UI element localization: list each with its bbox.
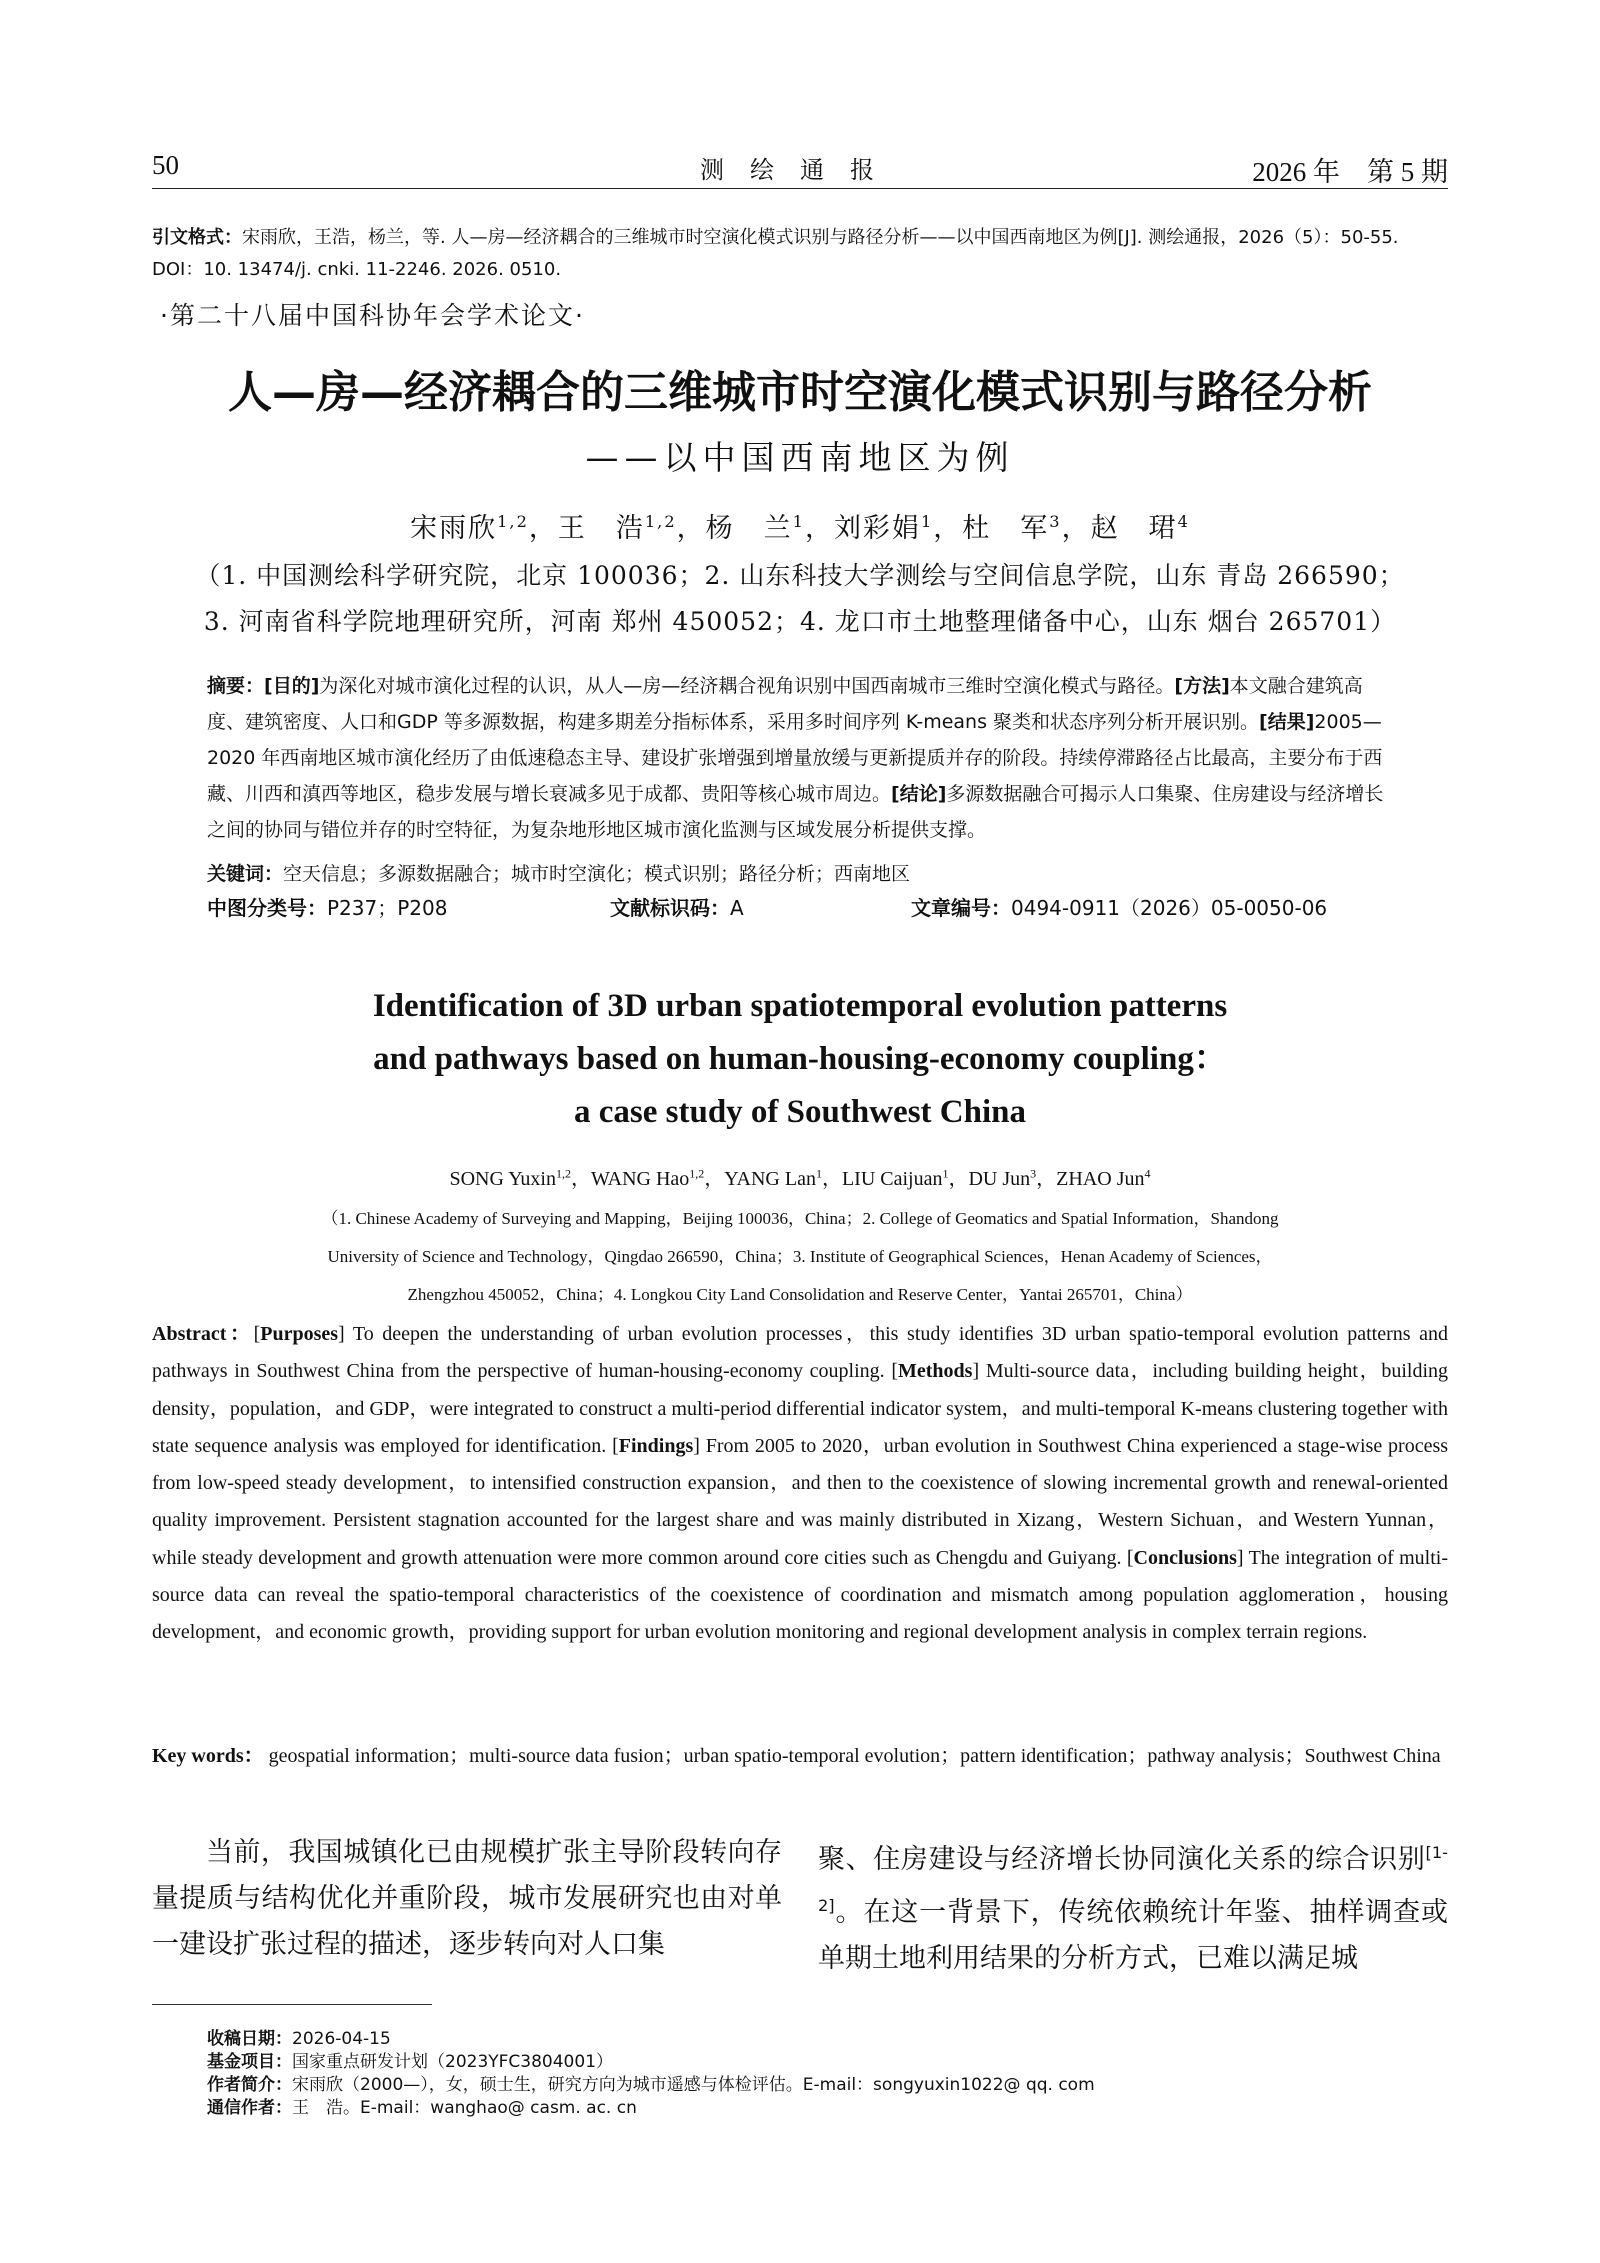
author-cn: 杜 军 — [962, 513, 1050, 544]
affiliation-cn-line: 3. 河南省科学院地理研究所，河南 郑州 450052；4. 龙口市土地整理储备中心，山东 烟台 265701） — [203, 607, 1397, 636]
title-en-line: Identification of 3D urban spatiotemporal evolution patterns — [372, 988, 1228, 1024]
abstract-cn-label: 摘要： — [207, 675, 265, 697]
citation-block — [152, 222, 1448, 286]
abstract-en: Abstract：[Purposes] To deepen the understanding of urban evolution processes，this study identifies 3D urban spatio-temporal evolution patterns and pathways in Southwest China from the perspective of human-housing-economy coupling. [Methods] Multi-source data，including building height，building density，population，and GDP，were integrated to construct a multi-period differential indicator system，and multi-temporal K-means clustering together with state sequence analysis was employed for identification. [Findings] From 2005 to 2020，urban evolution in Southwest China experienced a stage-wise process from low-speed steady development，to intensified construction expansion，and then to the coexistence of slowing incremental growth and renewal-oriented quality improvement. Persistent stagnation accounted for the largest share and was mainly distributed in Xizang，Western Sichuan，and Western Yunnan，while steady development and growth attenuation were more common around core cities such as Chengdu and Guiyang. [Conclusions] The integration of multi-source data can reveal the spatio-temporal characteristics of the coexistence of coordination and mismatch among population agglomeration，housing development，and economic growth，providing support for urban evolution monitoring and regional development analysis in complex terrain regions. — [152, 1323, 1449, 1644]
footnote-author-bio — [207, 2074, 1357, 2097]
citation-label: 引文格式： — [152, 227, 242, 248]
author-en: YANG Lan — [724, 1168, 816, 1190]
author-list-en: SONG Yuxin$^{1,2}$，WANG Hao$^{1,2}$，YANG Lan$^1$，LIU Caijuan$^1$，DU Jun$^3$，ZHAO Jun$^4$ — [449, 1166, 1151, 1190]
title-en-line: a case study of Southwest China — [574, 1094, 1026, 1130]
abstract-text: The integration of multi-source data can reveal the spatio-temporal characteristics of the coexistence of coordination and mismatch among population agglomeration，housing development，and economic growth，providing support for urban evolution monitoring and regional development analysis in complex terrain regions. — [152, 1546, 1448, 1644]
abstract-text: Multi-source data，including building height，building density，population，and GDP，were integrated to construct a multi-period differential indicator system，and multi-temporal K-means clustering together with state sequence analysis was employed for identification. — [152, 1360, 1449, 1457]
footnote-fund — [207, 2051, 1357, 2074]
abstract-tag: [结果] — [1259, 711, 1315, 733]
author-cn: 杨 兰 — [705, 513, 793, 544]
author-sup: 4 — [1177, 512, 1190, 531]
affiliation-cn-line: （1. 中国测绘科学研究院，北京 100036；2. 山东科技大学测绘与空间信息学院，山东 青岛 266590； — [195, 561, 1405, 590]
body-text: 聚、住房建设与经济增长协同演化关系的综合识别 — [818, 1844, 1426, 1875]
journal-name: 测绘通报 — [700, 156, 900, 184]
article-number-label: 文章编号： — [911, 896, 1011, 920]
keywords-en-label: Key words： — [152, 1745, 264, 1767]
footnote-label: 收稿日期： — [207, 2029, 292, 2049]
affiliations-en — [220, 1200, 1380, 1314]
abstract-text: 多源数据融合可揭示人口集聚、住房建设与经济增长之间的协同与错位并存的时空特征，为复杂地形地区城市演化监测与区域发展分析提供支撑。 — [207, 783, 1384, 841]
doc-code-value: A — [730, 896, 744, 920]
abstract-tag: [目的] — [264, 675, 320, 697]
author-en: ZHAO Jun — [1056, 1168, 1145, 1190]
footnote-label: 通信作者： — [207, 2098, 292, 2118]
body-text: 。在这一背景下，传统依赖统计年鉴、抽样调查或单期土地利用结果的分析方式，已难以满足城 — [818, 1897, 1448, 1974]
footnote-rule — [152, 2004, 432, 2005]
author-cn: 赵 珺 — [1090, 513, 1178, 544]
body-column-left: 当前，我国城镇化已由规模扩张主导阶段转向存量提质与结构优化并重阶段，城市发展研究也由对单一建设扩张过程的描述，逐步转向对人口集 — [152, 1837, 782, 1960]
title-en-line: and pathways based on human-housing-economy coupling： — [373, 1041, 1227, 1077]
keywords-cn-text: 空天信息；多源数据融合；城市时空演化；模式识别；路径分析；西南地区 — [283, 863, 911, 885]
author-sup: 1,2 — [644, 512, 677, 531]
doc-code-label: 文献标识码： — [610, 896, 730, 920]
abstract-text: 为深化对城市演化过程的认识，从人—房—经济耦合视角识别中国西南城市三维时空演化模式与路径。 — [319, 675, 1175, 697]
abstract-tag: Purposes — [260, 1323, 339, 1345]
author-sup: 4 — [1144, 1166, 1151, 1181]
author-cn: 宋雨欣 — [410, 513, 498, 544]
footnote-received — [207, 2028, 1357, 2051]
abstract-text: To deepen the understanding of urban evolution processes，this study identifies 3D urban spatio-temporal evolution patterns and pathways in Southwest China from the perspective of human-housing-economy coupling. — [152, 1323, 1448, 1383]
paper-title-en — [0, 980, 1600, 1139]
abstract-text: From 2005 to 2020，urban evolution in Southwest China experienced a stage-wise process from low-speed steady development，to intensified construction expansion，and then to the coexistence of slowing incremental growth and renewal-oriented quality improvement. Persistent stagnation accounted for the largest share and was mainly distributed in Xizang，Western Sichuan，and Western Yunnan，while steady development and growth attenuation were more common around core cities such as Chengdu and Guiyang. — [152, 1434, 1449, 1569]
author-sup: 3 — [1030, 1166, 1037, 1181]
footnote-text: 宋雨欣（2000—），女，硕士生，研究方向为城市遥感与体检评估。E-mail：songyuxin1022@ qq. com — [292, 2075, 1095, 2095]
article-number-value: 0494-0911（2026）05-0050-06 — [1011, 896, 1328, 920]
author-en: DU Jun — [968, 1168, 1031, 1190]
author-sup: 1,2 — [555, 1166, 571, 1181]
clc-label: 中图分类号： — [207, 896, 327, 920]
affiliation-en-line: Zhengzhou 450052，China；4. Longkou City Land Consolidation and Reserve Center，Yantai 265701，China） — [407, 1285, 1193, 1304]
running-header — [152, 150, 1448, 190]
abstract-text: 本文融合建筑高度、建筑密度、人口和GDP 等多源数据，构建多期差分指标体系，采用多时间序列 K-means 聚类和状态序列分析开展识别。 — [207, 675, 1363, 733]
author-en: LIU Caijuan — [841, 1168, 943, 1190]
keywords-en — [152, 1738, 1448, 1775]
footnote-label: 基金项目： — [207, 2052, 292, 2072]
author-sup: 1 — [792, 512, 805, 531]
header-rule — [152, 188, 1448, 189]
author-sup: 1 — [942, 1166, 949, 1181]
footnote-text: 王 浩。E-mail：wanghao@ casm. ac. cn — [292, 2098, 637, 2118]
abstract-tag: [方法] — [1174, 675, 1230, 697]
footnotes — [207, 2028, 1357, 2120]
author-cn: 王 浩 — [557, 513, 645, 544]
author-en: WANG Hao — [590, 1168, 690, 1190]
abstract-text: 2005—2020 年西南地区城市演化经历了由低速稳态主导、建设扩张增强到增量放缓与更新提质并存的阶段。持续停滞路径占比最高，主要分布于西藏、川西和滇西等地区，稳步发展与增长衰减多见于成都、贵阳等核心城市周边。 — [207, 711, 1383, 805]
author-cn: 刘彩娟 — [833, 513, 921, 544]
citation-ref: [1-2] — [818, 1843, 1448, 1915]
keywords-cn — [207, 856, 1395, 892]
conference-label: ·第二十八届中国科协年会学术论文· — [160, 301, 585, 330]
keywords-cn-label: 关键词： — [207, 863, 284, 885]
affiliation-en-line: University of Science and Technology，Qingdao 266590，China；3. Institute of Geographical Sciences，Henan Academy of Sciences， — [327, 1247, 1273, 1266]
body-column-right — [818, 1830, 1448, 1982]
abstract-tag: Conclusions — [1133, 1546, 1237, 1569]
paper-title-cn: 人—房—经济耦合的三维城市时空演化模式识别与路径分析 — [228, 367, 1372, 418]
author-sup: 3 — [1049, 512, 1062, 531]
author-sup: 1,2 — [689, 1166, 705, 1181]
author-list-cn: 宋雨欣$^{1,2}$，王 浩$^{1,2}$，杨 兰$^1$，刘彩娟$^1$，杜 军$^3$，赵 珺$^4$ — [410, 512, 1190, 544]
abstract-tag: Methods — [898, 1360, 973, 1383]
keywords-en-text: geospatial information；multi-source data fusion；urban spatio-temporal evolution；pattern identification；pathway analysis；Southwest China — [268, 1745, 1441, 1767]
footnote-text: 国家重点研发计划（2023YFC3804001） — [292, 2052, 614, 2072]
abstract-en-label: Abstract： — [152, 1323, 254, 1345]
author-sup: 1 — [920, 512, 934, 531]
footnote-label: 作者简介： — [207, 2075, 292, 2095]
author-en: SONG Yuxin — [449, 1168, 556, 1190]
citation-text: 宋雨欣，王浩，杨兰，等. 人—房—经济耦合的三维城市时空演化模式识别与路径分析——以中国西南地区为例[J]. 测绘通报，2026（5）：50-55. DOI：10. 13474/j. cnki. 11-2246. 2026. 0510. — [152, 227, 1399, 280]
abstract-cn — [207, 668, 1395, 848]
affiliation-en-line: （1. Chinese Academy of Surveying and Mapping，Beijing 100036，China；2. College of Geomatics and Spatial Information，Shandong — [321, 1209, 1279, 1228]
abstract-tag: [结论] — [891, 783, 947, 805]
footnote-corresponding — [207, 2097, 1357, 2120]
author-sup: 1 — [815, 1166, 822, 1181]
author-sup: 1,2 — [497, 512, 529, 531]
abstract-tag: Findings — [618, 1434, 694, 1457]
page-number: 50 — [152, 150, 179, 180]
issue-label: 2026 年 第 5 期 — [1252, 157, 1448, 187]
clc-value: P237；P208 — [327, 896, 448, 920]
paper-subtitle-cn: ——以中国西南地区为例 — [585, 438, 1015, 477]
footnote-text: 2026-04-15 — [292, 2029, 391, 2049]
